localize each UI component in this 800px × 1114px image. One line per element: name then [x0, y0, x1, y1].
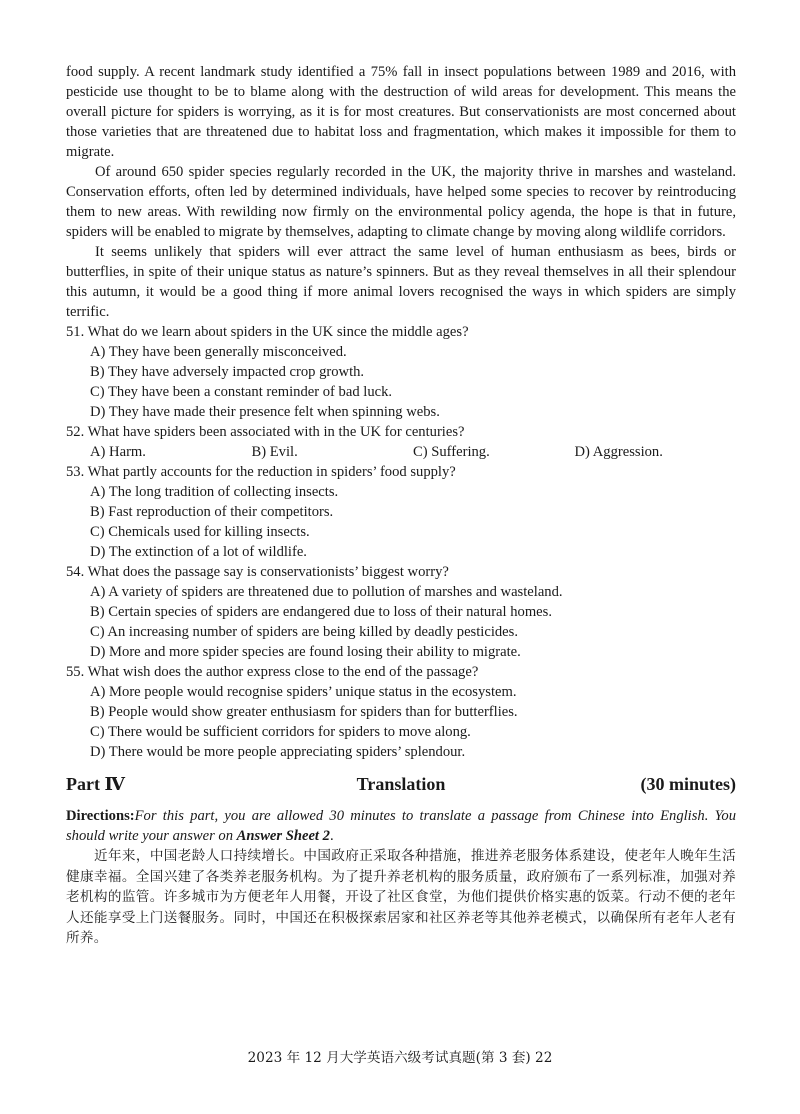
answer-sheet-ref: Answer Sheet 2: [236, 828, 330, 844]
option-a: A) Harm.: [90, 444, 146, 460]
option-b: B) They have adversely impacted crop growth.: [90, 364, 365, 380]
directions-label: Directions:: [66, 808, 135, 824]
option-a: A) More people would recognise spiders’ unique status in the ecosystem.: [90, 684, 517, 700]
option-d: D) They have made their presence felt when spinning webs.: [90, 404, 440, 420]
option-d: D) More and more spider species are found losing their ability to migrate.: [90, 644, 521, 660]
part-label: Part Ⅳ: [66, 774, 125, 794]
option-d: D) The extinction of a lot of wildlife.: [90, 544, 307, 560]
question-51: [66, 322, 736, 422]
option-d: D) There would be more people appreciating spiders’ splendour.: [90, 744, 466, 760]
part-header: [66, 772, 736, 796]
question-55: [66, 662, 736, 762]
option-c: C) Suffering.: [413, 444, 490, 460]
option-c: C) Chemicals used for killing insects.: [90, 524, 310, 540]
option-b: B) Evil.: [251, 444, 298, 460]
question-54: [66, 562, 736, 662]
directions-end: .: [329, 828, 334, 844]
option-c: C) They have been a constant reminder of bad luck.: [90, 384, 393, 400]
option-a: A) The long tradition of collecting insects.: [90, 484, 339, 500]
question-stem: 53. What partly accounts for the reduction in spiders’ food supply?: [66, 464, 456, 480]
question-stem: 54. What does the passage say is conservationists’ biggest worry?: [66, 564, 449, 580]
options-row: [66, 442, 736, 462]
question-stem: 51. What do we learn about spiders in the UK since the middle ages?: [66, 324, 469, 340]
option-a: A) They have been generally misconceived.: [90, 344, 347, 360]
option-a: A) A variety of spiders are threatened due to pollution of marshes and wasteland.: [90, 584, 563, 600]
option-b: B) People would show greater enthusiasm for spiders than for butterflies.: [90, 704, 518, 720]
question-52: [66, 422, 736, 462]
option-b: B) Certain species of spiders are endangered due to loss of their natural homes.: [90, 604, 552, 620]
option-c: C) There would be sufficient corridors for spiders to move along.: [90, 724, 471, 740]
question-stem: 55. What wish does the author express close to the end of the passage?: [66, 664, 479, 680]
option-b: B) Fast reproduction of their competitors.: [90, 504, 334, 520]
passage-paragraph-2: Of around 650 spider species regularly recorded in the UK, the majority thrive in marshes and wasteland. Conservation efforts, often led by determined individuals, have helped some species to recover by reintroducing them to new areas. With rewilding now firmly on the environmental policy agenda, the hope is that in future, spiders will be enabled to migrate by themselves, adapting to climate change by moving along wildlife corridors.: [66, 164, 736, 240]
option-c: C) An increasing number of spiders are being killed by deadly pesticides.: [90, 624, 518, 640]
question-stem: 52. What have spiders been associated with in the UK for centuries?: [66, 424, 465, 440]
page-footer: 2023 年 12 月大学英语六级考试真题(第 3 套) 22: [247, 1050, 553, 1066]
section-title: Translation: [356, 774, 446, 794]
directions-text: For this part, you are allowed 30 minutes to translate a passage from Chinese into English. You should write your answer on: [66, 808, 736, 844]
section-time: (30 minutes): [640, 774, 736, 794]
option-d: D) Aggression.: [574, 444, 663, 460]
chinese-passage: 近年来，中国老龄人口持续增长。中国政府正采取各种措施，推进养老服务体系建设，使老年人晚年生活健康幸福。全国兴建了各类养老服务机构。为了提升养老机构的服务质量，政府颁布了一系列标准，加强对养老机构的监管。许多城市为方便老年人用餐，开设了社区食堂，为他们提供价格实惠的饭菜。行动不便的老年人还能享受上门送餐服务。同时，中国还在积极探索居家和社区养老等其他养老模式，以确保所有老年人老有所养。: [66, 848, 736, 946]
passage-paragraph-1: food supply. A recent landmark study identified a 75% fall in insect populations between 1989 and 2016, with pesticide use thought to be to blame along with the destruction of wild areas for development. This means the overall picture for spiders is worrying, as it is for most creatures. But conservationists are most concerned about those varieties that are threatened due to habitat loss and fragmentation, which makes it impossible for them to migrate.: [66, 64, 736, 160]
exam-page: [66, 62, 736, 949]
passage-paragraph-3: It seems unlikely that spiders will ever attract the same level of human enthusiasm as bees, birds or butterflies, in spite of their unique status as nature’s spinners. But as they reveal themselves in all their splendour this autumn, it would be a good thing if more animal lovers recognised the ways in which spiders are simply terrific.: [66, 244, 736, 320]
directions: [66, 806, 736, 846]
question-53: [66, 462, 736, 562]
